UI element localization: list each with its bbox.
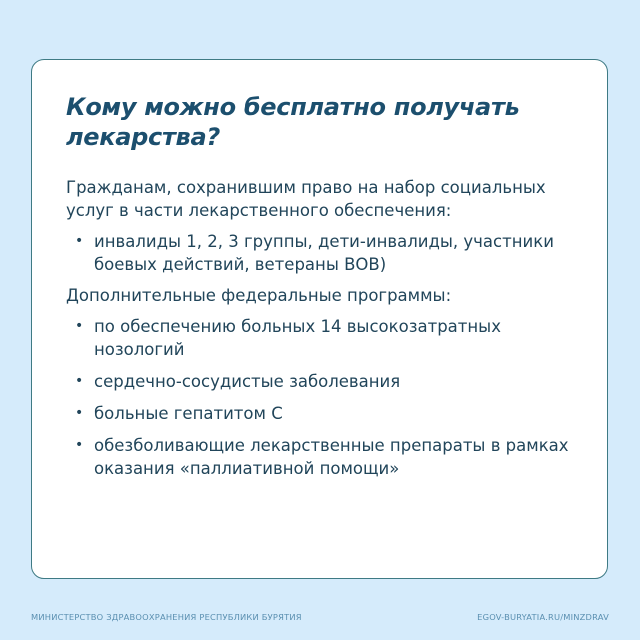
list-item-text: обезболивающие лекарственные препараты в рамках оказания «паллиативной помощи» — [94, 436, 569, 478]
bullet-icon: • — [75, 437, 84, 453]
list-item — [66, 434, 596, 480]
list-item-text: инвалиды 1, 2, 3 группы, дети-инвалиды, участники боевых действий, ветераны ВОВ) — [94, 232, 554, 274]
list-item — [66, 315, 596, 361]
footer-website-link[interactable]: EGOV-BURYATIA.RU/MINZDRAV — [477, 612, 609, 622]
bullet-icon: • — [75, 233, 84, 249]
footer-ministry-name: МИНИСТЕРСТВО ЗДРАВООХРАНЕНИЯ РЕСПУБЛИКИ БУРЯТИЯ — [31, 612, 302, 622]
programs-heading: Дополнительные федеральные программы: — [66, 286, 452, 305]
list-item-text: сердечно-сосудистые заболевания — [94, 372, 401, 391]
intro-paragraph: Гражданам, сохранившим право на набор социальных услуг в части лекарственного обеспечения: — [66, 178, 546, 220]
intro-list — [66, 230, 596, 276]
bullet-icon: • — [75, 318, 84, 334]
card-title: Кому можно бесплатно получать лекарства? — [66, 93, 520, 151]
programs-list — [66, 315, 596, 480]
list-item — [66, 370, 596, 393]
list-item — [66, 230, 596, 276]
list-item-text: больные гепатитом С — [94, 404, 283, 423]
card-content — [66, 176, 596, 489]
list-item — [66, 402, 596, 425]
info-card — [31, 59, 608, 579]
bullet-icon: • — [75, 373, 84, 389]
list-item-text: по обеспечению больных 14 высокозатратных нозологий — [94, 317, 501, 359]
bullet-icon: • — [75, 405, 84, 421]
